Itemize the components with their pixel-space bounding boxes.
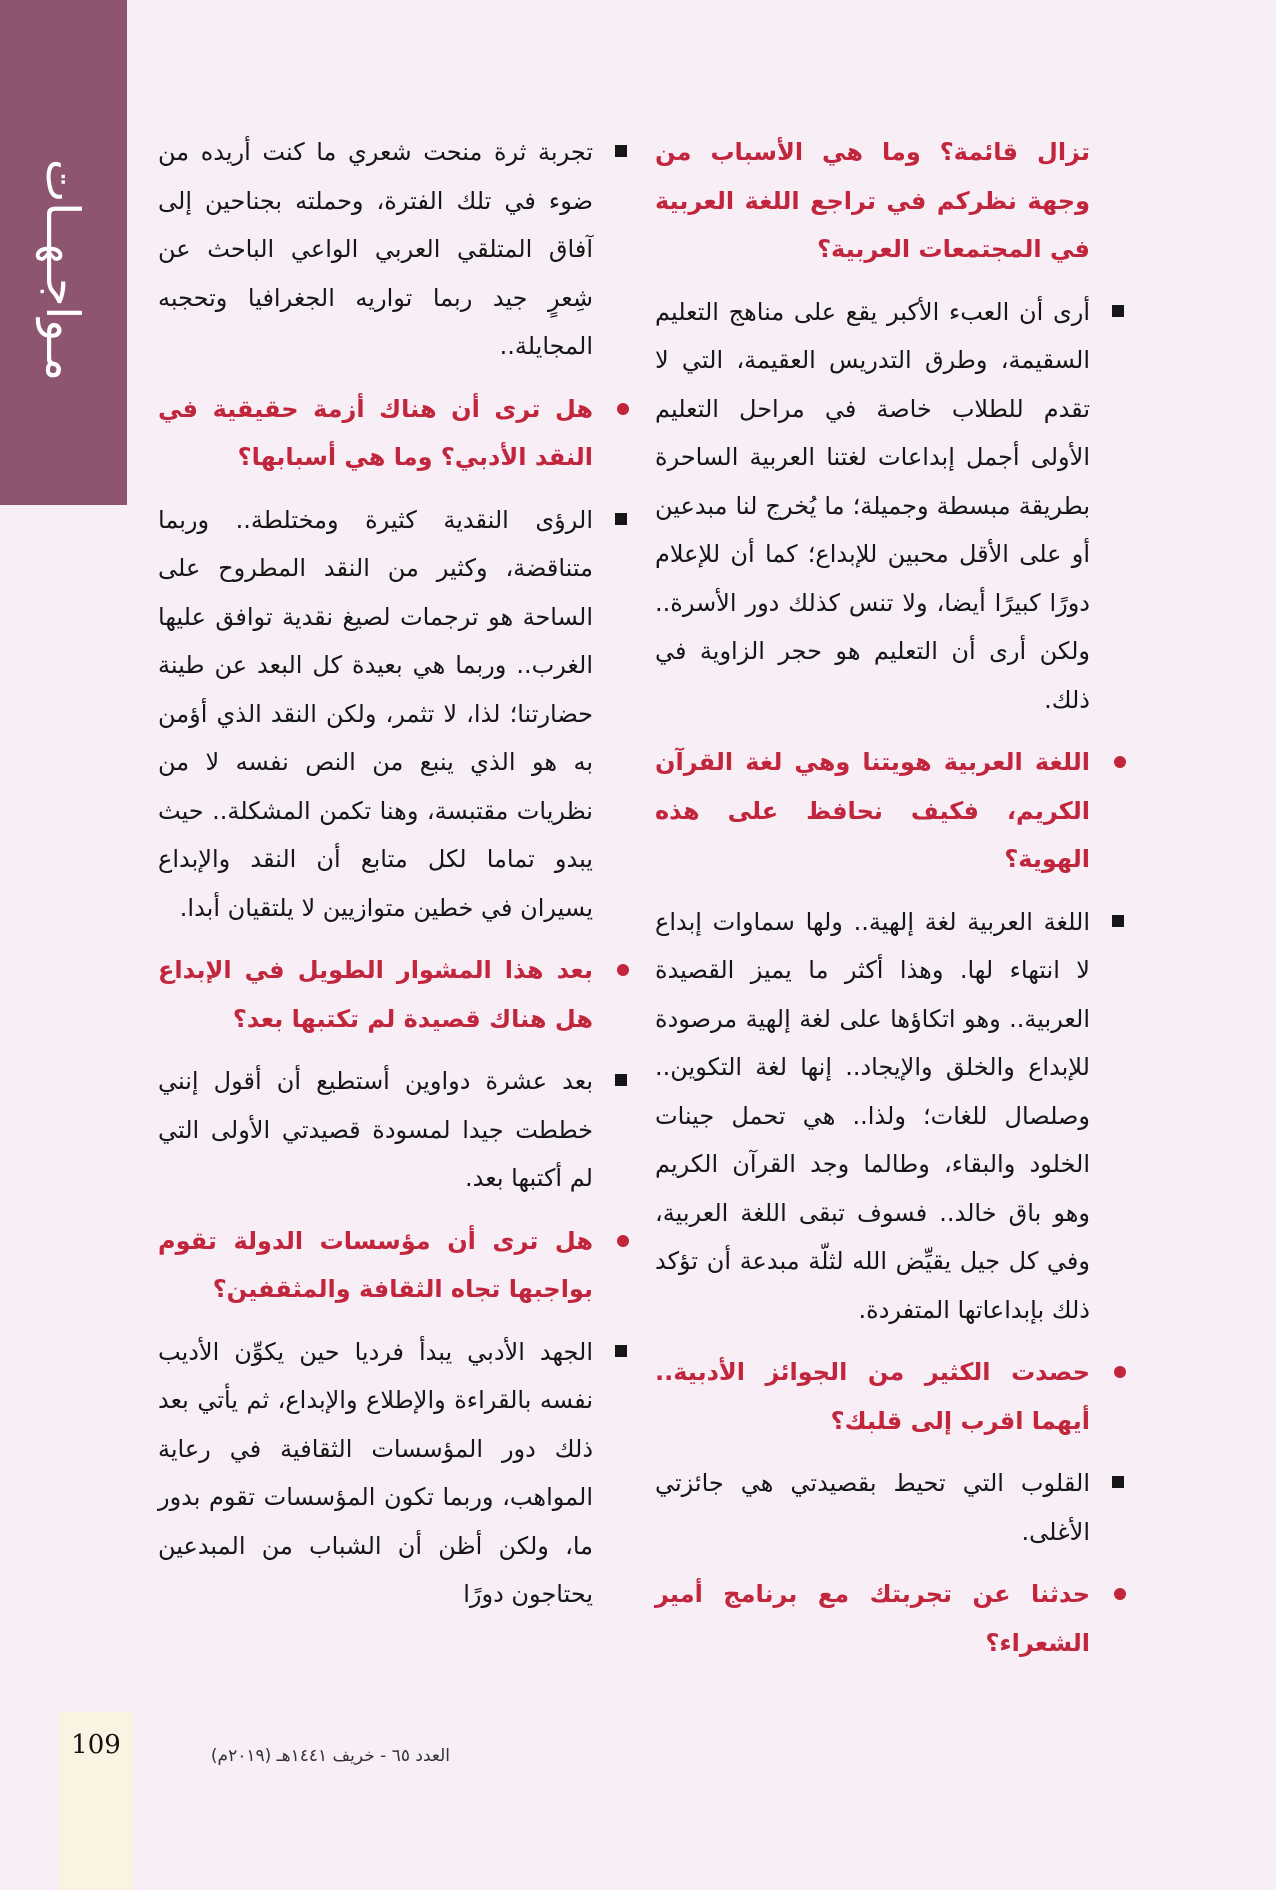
issue-info: العدد ٦٥ - خريف ١٤٤١هـ (٢٠١٩م) [210, 1746, 450, 1766]
question-block [655, 1570, 1090, 1667]
square-bullet-icon [615, 1345, 627, 1357]
answer-text: القلوب التي تحيط بقصيدتي هي جائزتي الأغلى. [655, 1469, 1090, 1546]
answer-block [158, 1328, 593, 1619]
question-text: بعد هذا المشوار الطويل في الإبداع هل هناك قصيدة لم تكتبها بعد؟ [158, 956, 593, 1033]
answer-block [158, 128, 593, 371]
question-block [158, 946, 593, 1043]
answer-block [655, 288, 1090, 725]
answer-block [158, 496, 593, 933]
question-text: تزال قائمة؟ وما هي الأسباب من وجهة نظركم في تراجع اللغة العربية في المجتمعات العربية؟ [655, 138, 1090, 263]
answer-block [158, 1057, 593, 1203]
question-text: هل ترى أن هناك أزمة حقيقية في النقد الأدبي؟ وما هي أسبابها؟ [158, 394, 593, 471]
square-bullet-icon [1112, 305, 1124, 317]
square-bullet-icon [615, 145, 627, 157]
question-text: حدثنا عن تجربتك مع برنامج أمير الشعراء؟ [655, 1580, 1090, 1657]
dot-bullet-icon [617, 403, 629, 415]
square-bullet-icon [1112, 1476, 1124, 1488]
question-block [655, 738, 1090, 884]
dot-bullet-icon [617, 1235, 629, 1247]
question-text: اللغة العربية هويتنا وهي لغة القرآن الكريم، فكيف نحافظ على هذه الهوية؟ [655, 748, 1090, 873]
answer-text: اللغة العربية لغة إلهية.. ولها سماوات إبداع لا انتهاء لها. وهذا أكثر ما يميز القصيدة العربية.. وهو اتكاؤها على لغة إلهية مرصودة للإبداع والخلق والإيجاد.. إنها لغة التكوين.. وصلصال للغات؛ ولذا.. هي تحمل جينات الخلود والبقاء، وطالما وجد القرآن الكريم وهو باق خالد.. فسوف تبقى اللغة العربية، وفي كل جيل يقيِّض الله لثلّة مبدعة أن تؤكد ذلك بإبداعاتها المتفردة. [655, 907, 1090, 1324]
answer-block [655, 898, 1090, 1335]
section-tab [0, 0, 127, 505]
dot-bullet-icon [1114, 1588, 1126, 1600]
answer-block [655, 1459, 1090, 1556]
question-text: حصدت الكثير من الجوائز الأدبية.. أيهما اقرب إلى قلبك؟ [655, 1358, 1090, 1435]
question-block [158, 1217, 593, 1314]
square-bullet-icon [1112, 915, 1124, 927]
answer-text: أرى أن العبء الأكبر يقع على مناهج التعليم السقيمة، وطرق التدريس العقيمة، التي لا تقدم للطلاب خاصة في مراحل التعليم الأولى أجمل إبداعات لغتنا العربية الساحرة بطريقة مبسطة وجميلة؛ ما يُخرج لنا مبدعين أو على الأقل محبين للإبداع؛ كما أن للإعلام دورًا كبيرًا أيضا، ولا تنس كذلك دور الأسرة.. ولكن أرى أن التعليم هو حجر الزاوية في ذلك. [655, 297, 1090, 714]
dot-bullet-icon [1114, 756, 1126, 768]
square-bullet-icon [615, 1074, 627, 1086]
section-label: مـواجـهــات [36, 158, 90, 382]
page-number: 109 [71, 1730, 121, 1760]
dot-bullet-icon [617, 964, 629, 976]
page-edge [1276, 0, 1284, 1890]
question-block [655, 1348, 1090, 1445]
question-block [158, 385, 593, 482]
answer-text: الرؤى النقدية كثيرة ومختلطة.. وربما متناقضة، وكثير من النقد المطروح على الساحة هو ترجمات لصيغ نقدية توافق عليها الغرب.. وربما هي بعيدة كل البعد عن طينة حضارتنا؛ لذا، لا تثمر، ولكن النقد الذي أؤمن به هو الذي ينبع من النص نفسه لا من نظريات مقتبسة، وهنا تكمن المشكلة.. حيث يبدو تماما لكل متابع أن النقد والإبداع يسيران في خطين متوازيين لا يلتقيان أبدا. [158, 505, 593, 922]
answer-text: بعد عشرة دواوين أستطيع أن أقول إنني خططت جيدا لمسودة قصيدتي الأولى التي لم أكتبها بعد. [158, 1067, 593, 1192]
right-column [655, 128, 1090, 1681]
answer-text: الجهد الأدبي يبدأ فرديا حين يكوِّن الأديب نفسه بالقراءة والإطلاع والإبداع، ثم يأتي بعد ذلك دور المؤسسات الثقافية في رعاية المواهب، وربما تكون المؤسسات تقوم بدور ما، ولكن أظن أن الشباب من المبدعين يحتاجون دورًا [158, 1337, 593, 1608]
square-bullet-icon [615, 513, 627, 525]
question-text: هل ترى أن مؤسسات الدولة تقوم بواجبها تجاه الثقافة والمثقفين؟ [158, 1226, 593, 1303]
answer-text: تجربة ثرة منحت شعري ما كنت أريده من ضوء في تلك الفترة، وحملته بجناحين إلى آفاق المتلقي العربي الواعي الباحث عن شِعرٍ جيد ربما تواريه الجغرافيا وتحجبه المجايلة.. [158, 138, 593, 360]
dot-bullet-icon [1114, 1366, 1126, 1378]
left-column [158, 128, 593, 1633]
